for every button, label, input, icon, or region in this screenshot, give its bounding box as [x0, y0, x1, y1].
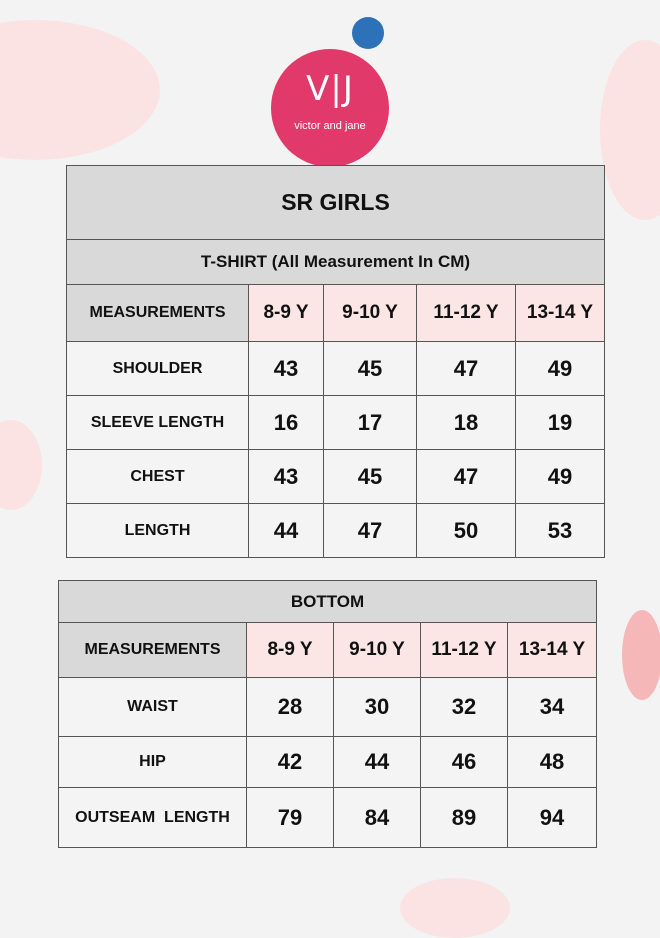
column-header-size: 8-9 Y — [249, 285, 324, 342]
background-blob-left-mid — [0, 420, 42, 510]
value-cell: 84 — [334, 788, 421, 848]
table-row — [67, 342, 605, 396]
column-header-size: 11-12 Y — [417, 285, 516, 342]
value-cell: 16 — [249, 396, 324, 450]
table-row — [59, 678, 597, 737]
value-cell: 47 — [324, 504, 417, 558]
background-blob-right — [600, 40, 660, 220]
bottom-size-table — [58, 580, 597, 848]
value-cell: 34 — [508, 678, 597, 737]
row-label: SLEEVE LENGTH — [67, 396, 249, 450]
row-label: OUTSEAM LENGTH — [59, 788, 247, 848]
row-label: WAIST — [59, 678, 247, 737]
value-cell: 89 — [421, 788, 508, 848]
value-cell: 42 — [247, 737, 334, 788]
background-blob-left — [0, 20, 160, 160]
column-header-size: 8-9 Y — [247, 623, 334, 678]
column-header-size: 9-10 Y — [334, 623, 421, 678]
value-cell: 49 — [516, 342, 605, 396]
value-cell: 53 — [516, 504, 605, 558]
value-cell: 43 — [249, 450, 324, 504]
column-header-size: 13-14 Y — [508, 623, 597, 678]
background-blob-bottom — [400, 878, 510, 938]
row-label: SHOULDER — [67, 342, 249, 396]
column-header-size: 13-14 Y — [516, 285, 605, 342]
tshirt-size-table — [66, 165, 605, 558]
table-row — [59, 788, 597, 848]
value-cell: 45 — [324, 450, 417, 504]
value-cell: 43 — [249, 342, 324, 396]
row-label: CHEST — [67, 450, 249, 504]
value-cell: 46 — [421, 737, 508, 788]
brand-logo — [271, 49, 389, 167]
logo-dot — [352, 17, 384, 49]
value-cell: 47 — [417, 450, 516, 504]
value-cell: 28 — [247, 678, 334, 737]
value-cell: 44 — [249, 504, 324, 558]
row-label: LENGTH — [67, 504, 249, 558]
value-cell: 18 — [417, 396, 516, 450]
value-cell: 50 — [417, 504, 516, 558]
value-cell: 44 — [334, 737, 421, 788]
brand-mark: V|J — [306, 69, 354, 109]
value-cell: 79 — [247, 788, 334, 848]
table-subtitle: T-SHIRT (All Measurement In CM) — [67, 240, 605, 285]
value-cell: 32 — [421, 678, 508, 737]
row-label: HIP — [59, 737, 247, 788]
background-blob-right-mid — [622, 610, 660, 700]
column-header-measurements: MEASUREMENTS — [59, 623, 247, 678]
table-row — [67, 504, 605, 558]
value-cell: 30 — [334, 678, 421, 737]
column-header-measurements: MEASUREMENTS — [67, 285, 249, 342]
table-title: BOTTOM — [59, 581, 597, 623]
table-title: SR GIRLS — [67, 166, 605, 240]
value-cell: 48 — [508, 737, 597, 788]
value-cell: 94 — [508, 788, 597, 848]
table-row — [67, 396, 605, 450]
value-cell: 19 — [516, 396, 605, 450]
brand-name: victor and jane — [294, 120, 366, 132]
column-header-size: 11-12 Y — [421, 623, 508, 678]
value-cell: 49 — [516, 450, 605, 504]
value-cell: 47 — [417, 342, 516, 396]
column-header-size: 9-10 Y — [324, 285, 417, 342]
value-cell: 17 — [324, 396, 417, 450]
value-cell: 45 — [324, 342, 417, 396]
table-row — [59, 737, 597, 788]
table-row — [67, 450, 605, 504]
